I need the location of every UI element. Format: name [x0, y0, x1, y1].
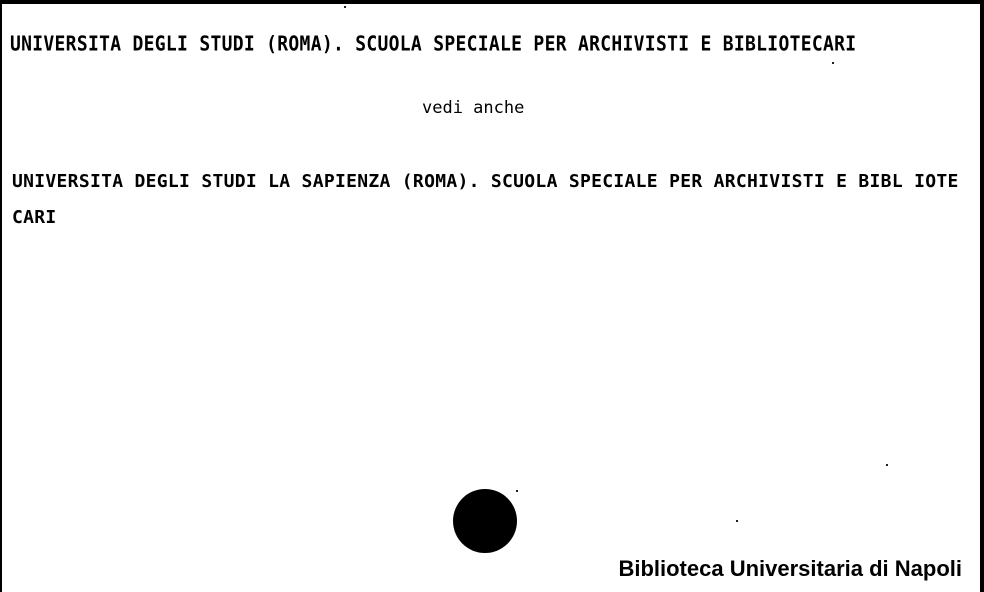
catalog-card	[2, 2, 980, 592]
card-top-border	[2, 2, 980, 4]
scan-speck	[736, 520, 738, 522]
punch-hole	[453, 489, 517, 553]
cross-reference-entry: UNIVERSITA DEGLI STUDI LA SAPIENZA (ROMA). SCUOLA SPECIALE PER ARCHIVISTI E BIBL IOTECARI	[12, 171, 959, 228]
cross-reference-label: vedi anche	[422, 98, 525, 118]
scan-speck	[516, 490, 518, 492]
scan-speck	[832, 62, 834, 64]
scan-speck	[886, 464, 888, 466]
scan-speck	[344, 6, 346, 8]
library-stamp: Biblioteca Universitaria di Napoli	[618, 556, 962, 581]
card-heading: UNIVERSITA DEGLI STUDI (ROMA). SCUOLA SPECIALE PER ARCHIVISTI E BIBLIOTECARI	[10, 32, 857, 57]
